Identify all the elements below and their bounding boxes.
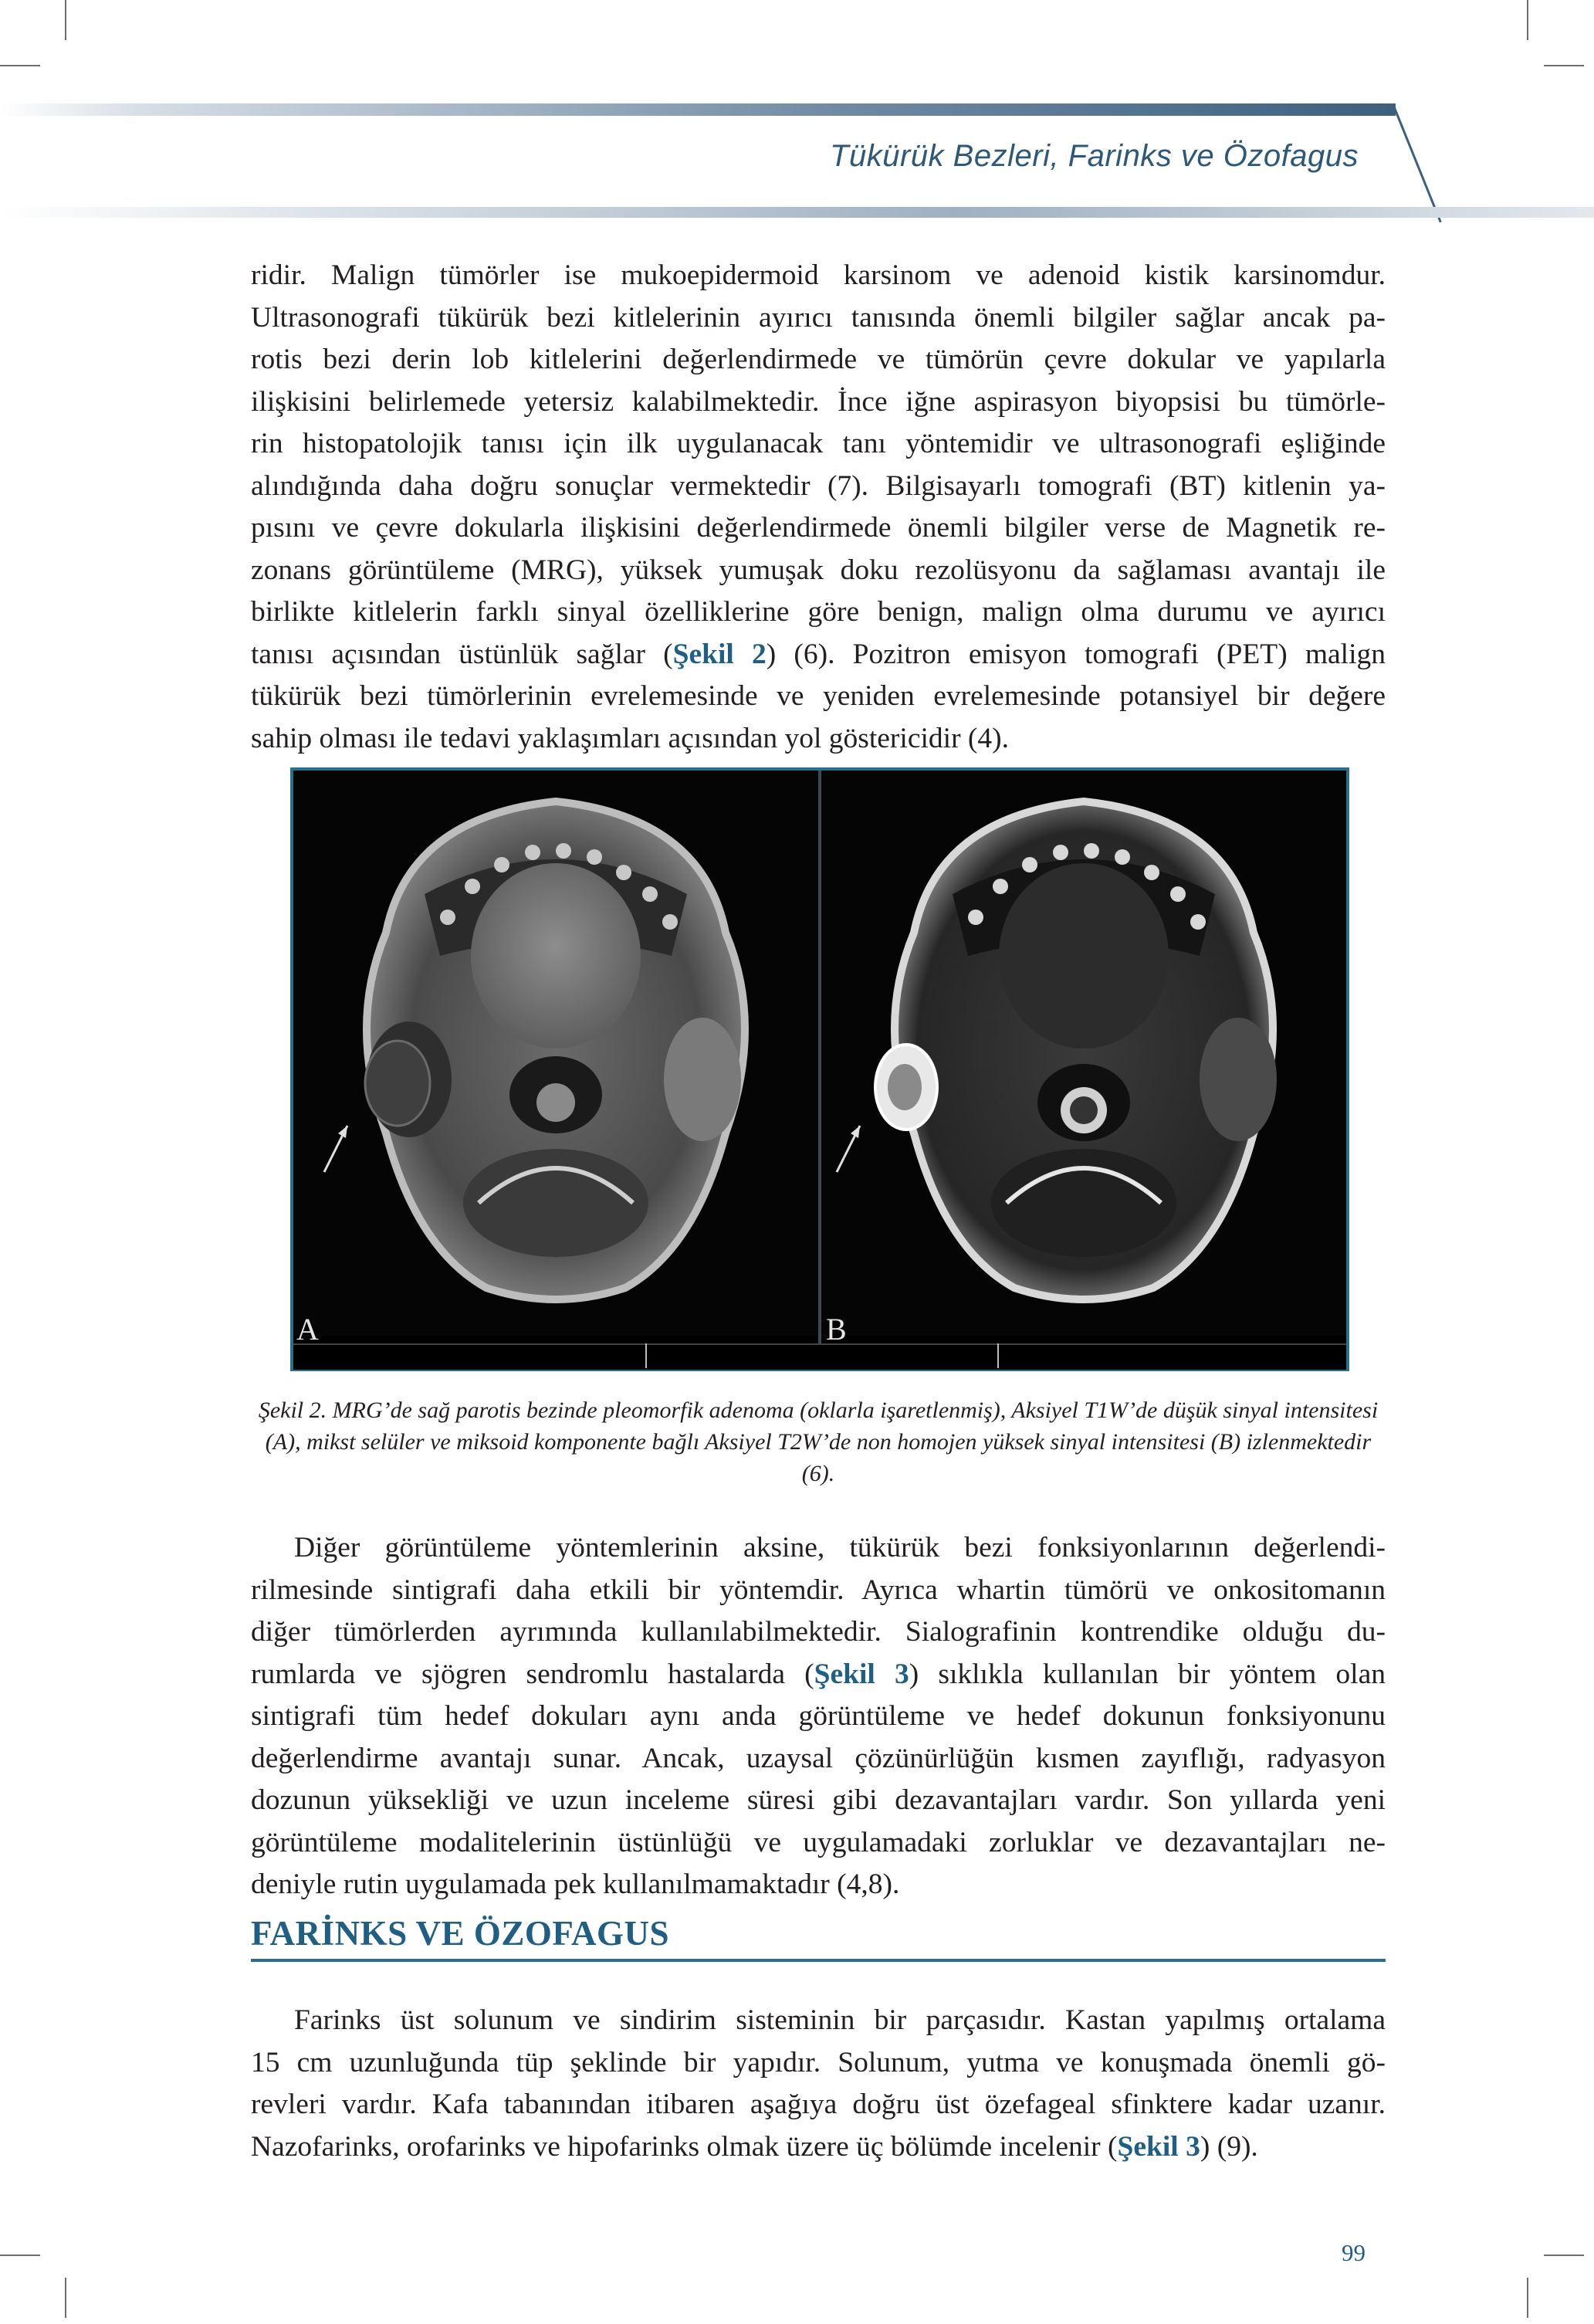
- text-line: alındığında daha doğru sonuçlar vermektedir (7). Bilgisayarlı tomografi (BT) kitlenin ya-: [251, 469, 1386, 502]
- header-rule-top: [0, 103, 1396, 116]
- crop-mark: [1544, 2255, 1584, 2256]
- text-line: sintigrafi tüm hedef dokuları aynı anda görüntüleme ve hedef dokunun fonksiyonunu: [251, 1700, 1386, 1732]
- mri-t1w-image: [293, 771, 818, 1336]
- text-line: Farinks üst solunum ve sindirim sisteminin bir parçasıdır. Kastan yapılmış ortalama: [294, 2004, 1386, 2036]
- text-line: sahip olması ile tedavi yaklaşımları açısından yol göstericidir (4).: [251, 722, 1010, 754]
- crop-mark: [0, 65, 40, 66]
- text-line: dozunun yüksekliği ve uzun inceleme süresi gibi dezavantajları vardır. Son yıllarda yeni: [251, 1784, 1386, 1816]
- text-line: ilişkisini belirlemede yetersiz kalabilmektedir. İnce iğne aspirasyon biyopsisi bu tümörle-: [251, 385, 1386, 418]
- text-line: birlikte kitlelerin farklı sinyal özelliklerine göre benign, malign olma durumu ve ayırıcı: [251, 596, 1386, 628]
- text-line: pısını ve çevre dokularla ilişkisini değerlendirmede önemli bilgiler verse de Magnetik re-: [251, 512, 1386, 544]
- text-line: rotis bezi derin lob kitlelerini değerlendirmede ve tümörün çevre dokular ve yapılarla: [251, 344, 1386, 375]
- body-paragraph-3: [251, 2000, 1386, 2168]
- crop-mark: [1527, 2278, 1528, 2318]
- text-segment: ) sıklıkla kullanılan bir yöntem olan: [909, 1658, 1386, 1690]
- figure-reference-link[interactable]: Şekil 2: [672, 638, 767, 670]
- mri-t2w-image: [821, 771, 1346, 1336]
- header-rule-bottom: [0, 207, 1594, 218]
- text-line: ridir. Malign tümörler ise mukoepidermoid karsinom ve adenoid kistik karsinomdur.: [251, 259, 1386, 291]
- text-line: görüntüleme modalitelerinin üstünlüğü ve uygulamadaki zorluklar ve dezavantajları ne-: [251, 1826, 1386, 1858]
- text-segment: rumlarda ve sjögren sendromlu hastalarda (: [251, 1658, 814, 1690]
- mri-figure: [290, 767, 1349, 1371]
- crop-mark: [65, 0, 66, 40]
- body-paragraph-2: [251, 1527, 1386, 1906]
- text-segment: ) (9).: [1200, 2130, 1258, 2163]
- text-line: zonans görüntüleme (MRG), yüksek yumuşak doku rezolüsyonu da sağlaması avantajı ile: [251, 554, 1386, 586]
- text-line: değerlendirme avantajı sunar. Ancak, uzaysal çözünürlüğün kısmen zayıflığı, radyasyon: [251, 1742, 1386, 1774]
- text-segment: Nazofarinks, orofarinks ve hipofarinks olmak üzere üç bölümde incelenir (: [251, 2130, 1118, 2163]
- crop-mark: [1527, 0, 1528, 40]
- text-line: rin histopatolojik tanısı için ilk uygulanacak tanı yöntemidir ve ultrasonografi eşliğinde: [251, 428, 1386, 459]
- scale-tick: [645, 1343, 647, 1368]
- text-line: rilmesinde sintigrafi daha etkili bir yöntemdir. Ayrıca whartin tümörü ve onkositomanın: [251, 1574, 1386, 1606]
- body-paragraph-1: [251, 255, 1386, 760]
- crop-mark: [1544, 65, 1584, 66]
- text-line: tükürük bezi tümörlerinin evrelemesinde ve yeniden evrelemesinde potansiyel bir değere: [251, 680, 1386, 712]
- section-rule: [251, 1959, 1386, 1962]
- header-rule-diagonal: [1393, 107, 1442, 222]
- text-line: revleri vardır. Kafa tabanından itibaren aşağıya doğru üst özefageal sfinktere kadar uzanır.: [251, 2089, 1386, 2120]
- text-line: Ultrasonografi tükürük bezi kitlelerinin ayırıcı tanısında önemli bilgiler sağlar ancak pa-: [251, 301, 1386, 334]
- crop-mark: [65, 2278, 66, 2318]
- text-line: deniyle rutin uygulamada pek kullanılmamaktadır (4,8).: [251, 1868, 900, 1900]
- scale-tick: [997, 1343, 999, 1368]
- page-number: 99: [1342, 2239, 1366, 2266]
- text-line: [251, 634, 1386, 676]
- text-line: 15 cm uzunluğunda tüp şeklinde bir yapıdır. Solunum, yutma ve konuşmada önemli gö-: [251, 2046, 1386, 2078]
- crop-mark: [0, 2255, 40, 2256]
- text-line: [251, 2126, 1386, 2169]
- figure-reference-link[interactable]: Şekil 3: [1117, 2130, 1200, 2163]
- text-line: diğer tümörlerden ayrımında kullanılabilmektedir. Sialografinin kontrendike olduğu du-: [251, 1616, 1386, 1648]
- text-line: [251, 1654, 1386, 1696]
- running-title: Tükürük Bezleri, Farinks ve Özofagus: [830, 139, 1359, 173]
- mri-panel-b: [821, 771, 1346, 1336]
- section-heading: FARİNKS VE ÖZOFAGUS: [251, 1914, 670, 1953]
- panel-label-a: A: [296, 1312, 319, 1347]
- text-segment: ) (6). Pozitron emisyon tomografi (PET) malign: [766, 638, 1386, 670]
- scale-strip: [293, 1343, 1346, 1370]
- panel-label-b: B: [826, 1312, 847, 1347]
- figure-caption: Şekil 2. MRG’de sağ parotis bezinde pleomorfik adenoma (oklarla işaretlenmiş), Aksiyel T1W’de düşük sinyal intensitesi (A), mikst selüler ve miksoid komponente bağlı Aksiyel T2W’de non homojen yüksek sinyal intensitesi (B) izlenmektedir (6).: [258, 1397, 1379, 1486]
- text-line: Diğer görüntüleme yöntemlerinin aksine, tükürük bezi fonksiyonlarının değerlendi-: [294, 1532, 1386, 1563]
- figure-reference-link[interactable]: Şekil 3: [814, 1658, 909, 1690]
- mri-panel-a: [293, 771, 818, 1336]
- text-segment: tanısı açısından üstünlük sağlar (: [251, 638, 673, 670]
